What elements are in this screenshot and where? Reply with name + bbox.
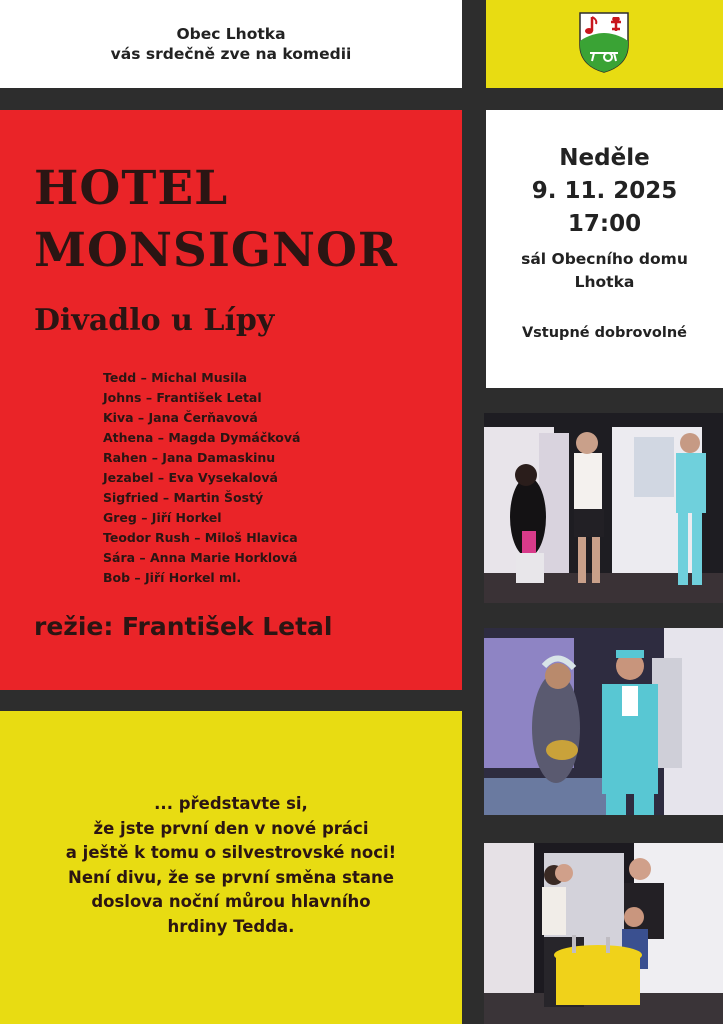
stage-photo-2 (484, 628, 723, 815)
title-line-1: HOTEL (34, 161, 229, 216)
admission-note: Vstupné dobrovolné (521, 325, 688, 341)
cast-item: Bob – Jiří Horkel ml. (103, 570, 242, 585)
event-town: Lhotka (574, 273, 635, 291)
event-venue: sál Obecního domu (521, 250, 688, 268)
cast-item: Athena – Magda Dymáčková (103, 430, 301, 445)
cast-item: Jezabel – Eva Vysekalová (103, 470, 278, 485)
invitation-header (0, 0, 462, 88)
cast-item: Teodor Rush – Miloš Hlavica (103, 530, 298, 545)
teaser-line: a ještě k tomu o silvestrovské noci! (65, 843, 397, 862)
theatre-company: Divadlo u Lípy (34, 303, 275, 338)
teaser-line: doslova noční můrou hlavního (91, 892, 371, 911)
director-credit: režie: František Letal (34, 612, 333, 641)
teaser-line: hrdiny Tedda. (167, 916, 295, 936)
cast-item: Sára – Anna Marie Horklová (103, 550, 298, 565)
show-title (34, 158, 454, 282)
event-day: Neděle (559, 145, 650, 171)
cast-item: Greg – Jiří Horkel (103, 510, 222, 525)
teaser-line: Není divu, že se první směna stane (68, 867, 394, 887)
cast-item: Sigfried – Martin Šostý (103, 490, 264, 505)
coat-of-arms-icon (578, 11, 630, 73)
cast-item: Kiva – Jana Čerňavová (103, 410, 258, 425)
cast-item: Tedd – Michal Musila (103, 370, 248, 385)
stage-photo-1 (484, 413, 723, 603)
teaser-line: ... představte si, (154, 794, 308, 813)
event-date: 9. 11. 2025 (531, 178, 678, 204)
header-invitation: vás srdečně zve na komedii (110, 45, 352, 63)
teaser-text (0, 792, 462, 939)
event-time: 17:00 (567, 211, 642, 237)
cast-item: Rahen – Jana Damaskinu (103, 450, 276, 465)
cast-list (103, 368, 300, 588)
title-line-2: MONSIGNOR (34, 223, 398, 278)
teaser-line: že jste první den v nové práci (93, 818, 369, 838)
header-municipality: Obec Lhotka (176, 25, 286, 43)
cast-item: Johns – František Letal (103, 390, 262, 405)
stage-photo-3 (484, 843, 723, 1024)
